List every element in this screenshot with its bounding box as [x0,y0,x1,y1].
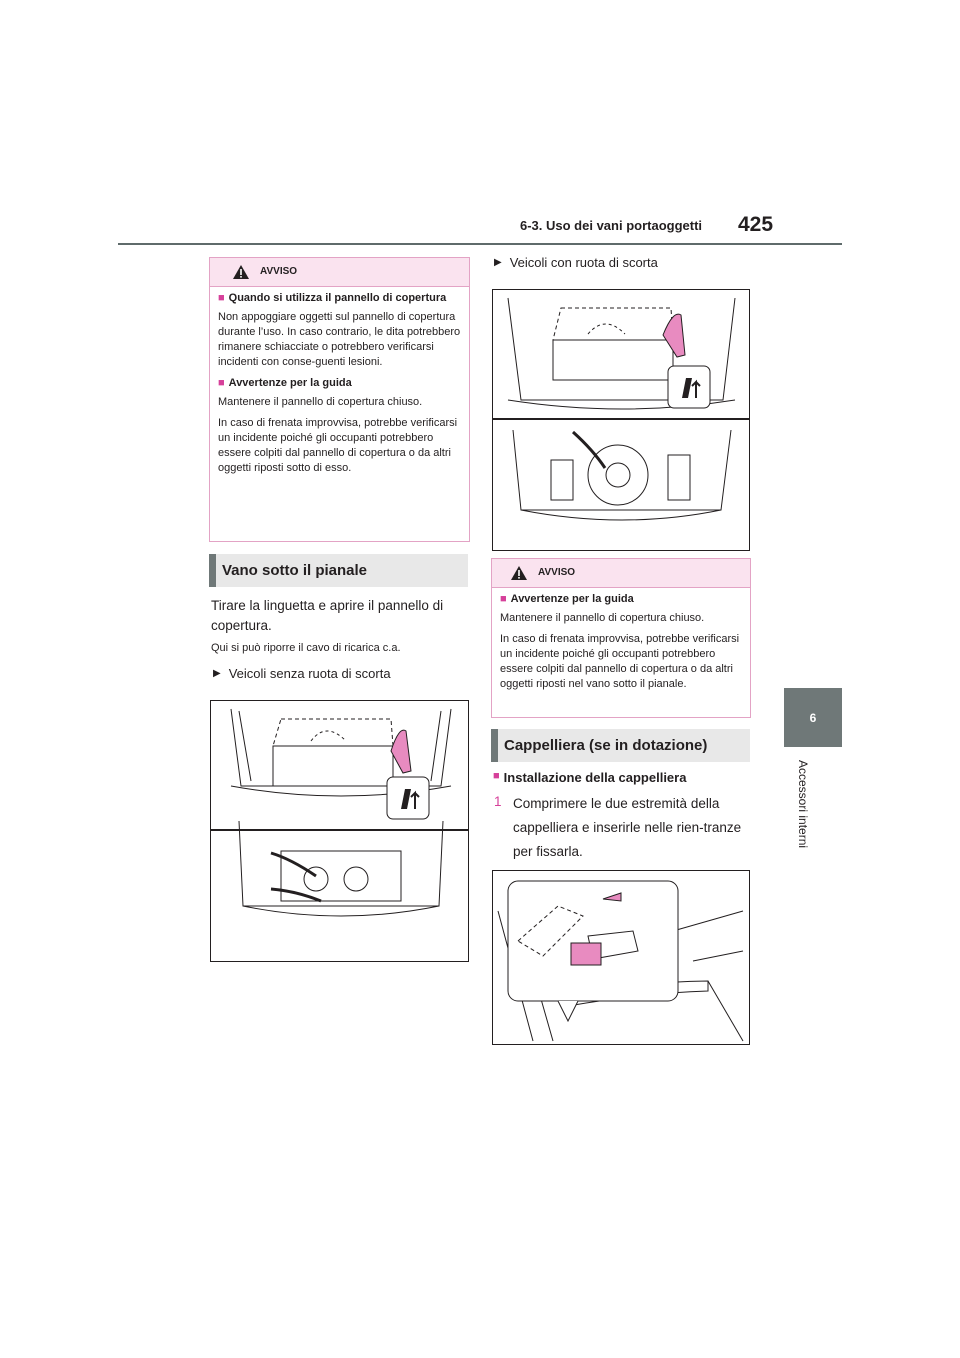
square-bullet-icon: ■ [500,593,507,605]
square-bullet-icon: ■ [218,292,225,304]
subheading-installation: ■ Installazione della cappelliera [493,770,687,785]
chapter-side-label: Accessori interni [796,760,810,849]
bullet-triangle-icon: ▶ [494,257,502,268]
warning-item-text: In caso di frenata improvvisa, potrebbe verificarsi un incidente poiché gli occupanti potrebbero essere colpiti dal pannello di copertura o da altri oggetti riposti sotto di esso. [218,417,458,474]
illustration-with-spare [492,289,750,551]
step-number: 1 [494,794,502,809]
warning-label: AVVISO [538,567,576,578]
warning-triangle-icon [232,264,250,280]
warning-triangle-icon [510,565,528,581]
square-bullet-icon: ■ [218,377,225,389]
square-bullet-icon: ■ [493,770,500,782]
page-number: 425 [738,213,774,236]
trunk-spare-illustration [493,290,749,550]
warning-item-title: ■ Quando si utilizza il pannello di copertura [218,292,447,304]
warning-item-text: Mantenere il pannello di copertura chiuso. [218,396,423,408]
warning-item-title: ■ Avvertenze per la guida [500,593,634,605]
bullet-with-spare: ▶ Veicoli con ruota di scorta [494,255,658,270]
section-body-text: Tirare la linguetta e aprire il pannello di copertura. [211,598,444,633]
warning-item-text: In caso di frenata improvvisa, potrebbe verificarsi un incidente poiché gli occupanti potrebbero essere colpiti dal pannello di copertura o da altri oggetti riposti nel vano sotto il pianale. [500,633,740,690]
chapter-tab[interactable]: 6 [784,688,842,747]
warning-item-title: ■ Avvertenze per la guida [218,377,352,389]
bullet-triangle-icon: ▶ [213,668,221,679]
section-heading-underfloor: Vano sotto il pianale [209,554,468,587]
warning-label: AVVISO [260,266,298,277]
section-title: 6-3. Uso dei vani portaoggetti [520,218,703,233]
illustration-no-spare [210,700,469,962]
warning-header [492,559,750,588]
warning-box-cover-panel [209,257,470,542]
step-text: Comprimere le due estremità della cappelliera e inserirle nelle rien-tranze per fissarla. [513,796,742,859]
parcel-shelf-illustration [493,871,749,1044]
warning-header [210,258,469,287]
section-heading-parcel-shelf: Cappelliera (se in dotazione) [491,729,750,762]
warning-item-text: Mantenere il pannello di copertura chiuso. [500,612,705,624]
trunk-illustration [211,701,468,961]
illustration-parcel-shelf [492,870,750,1045]
warning-box-underfloor [491,558,751,718]
header-divider [118,243,842,245]
warning-item-text: Non appoggiare oggetti sul pannello di copertura durante l’uso. In caso contrario, le dita potrebbero rimanere schiacciate o potrebbero verificarsi incidenti con conse-guenti lesioni. [218,311,461,368]
section-note: Qui si può riporre il cavo di ricarica c.a. [211,642,401,654]
bullet-no-spare: ▶ Veicoli senza ruota di scorta [213,666,391,681]
